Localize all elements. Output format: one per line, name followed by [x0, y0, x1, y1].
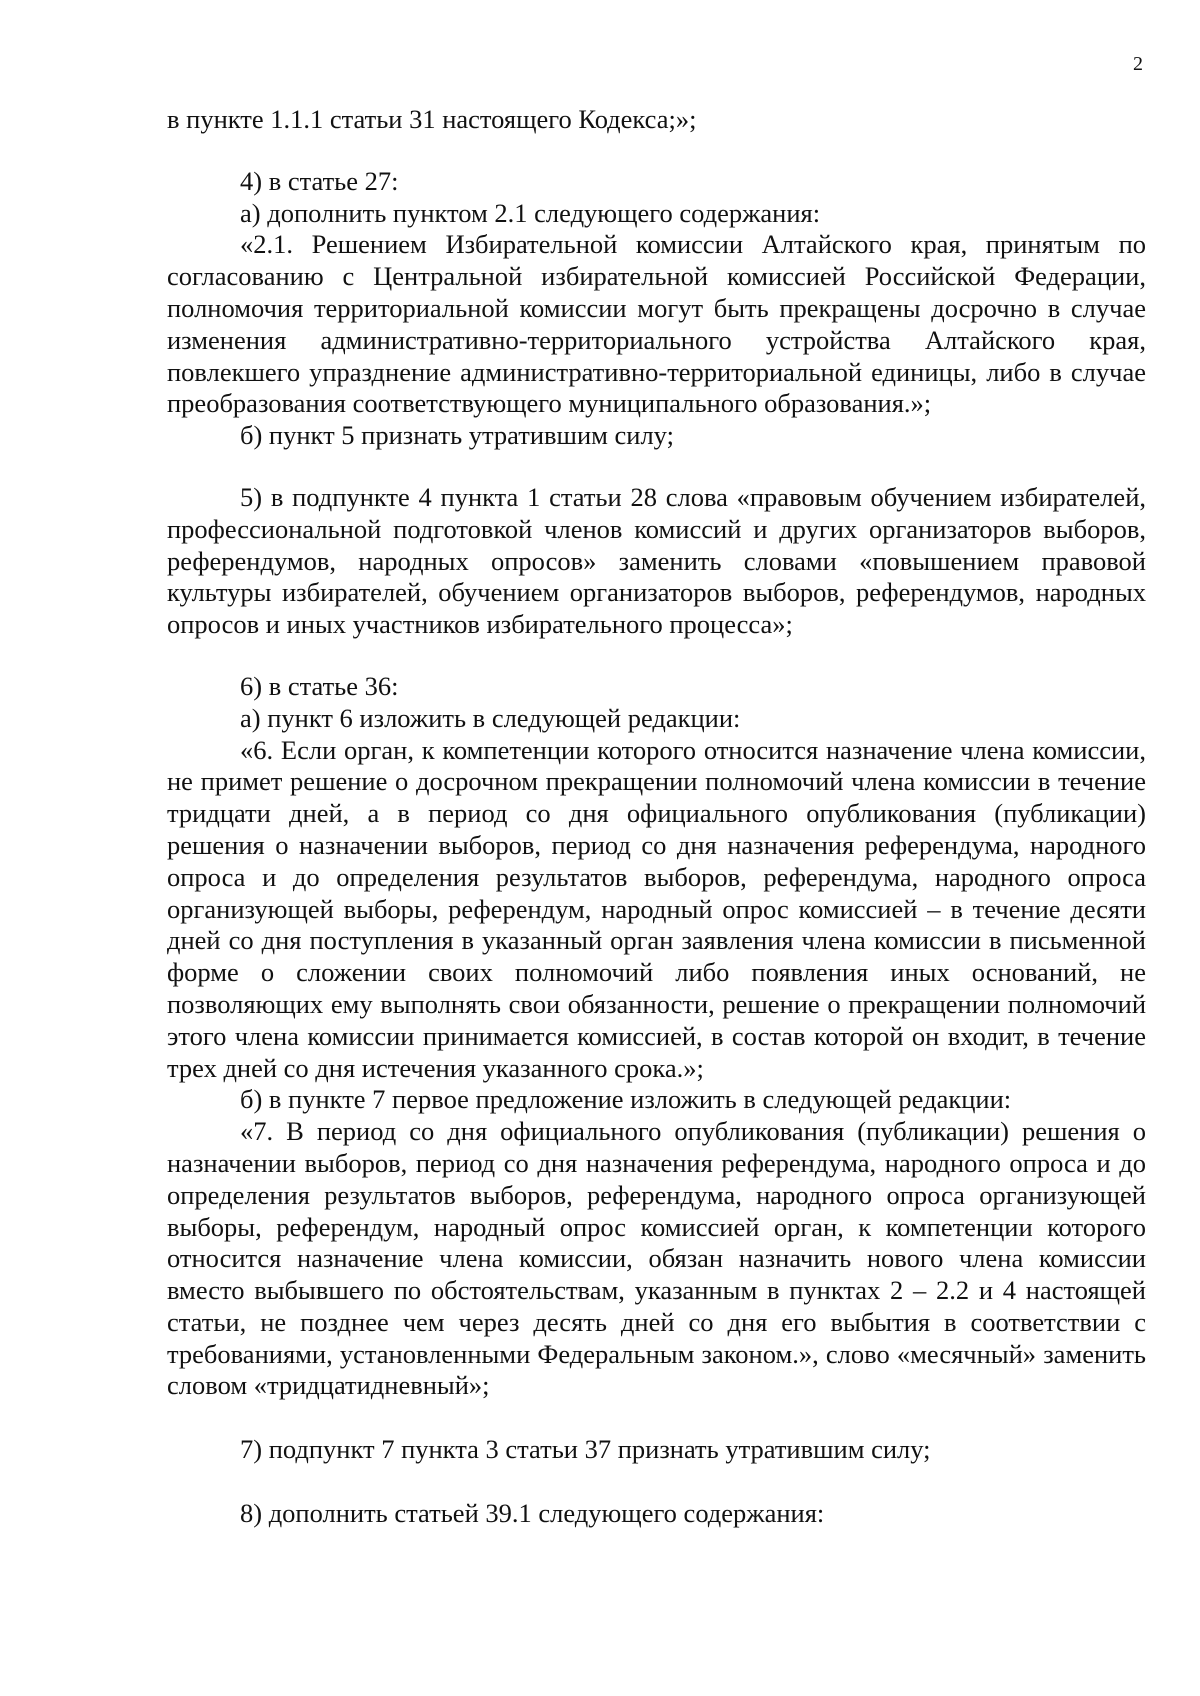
- paragraph-quote-7: «7. В период со дня официального опубликования (публикации) решения о назначении выборов, период со дня назначения референдума, народного опроса и до определения результатов выборов, референдума, народного опроса организующей выборы, референдум, народный опрос комиссией орган, к компетенции которого относится назначение члена комиссии, обязан назначить нового члена комиссии вместо выбывшего по обстоятельствам, указанным в пунктах 2 – 2.2 и 4 настоящей статьи, не позднее чем через десять дней со дня его выбытия в соответствии с требованиями, установленными Федеральным законом.», слово «месячный» заменить словом «тридцатидневный»;: [167, 1116, 1146, 1401]
- paragraph-item-8: 8) дополнить статьей 39.1 следующего содержания:: [240, 1498, 825, 1529]
- paragraph-item-6a: а) пункт 6 изложить в следующей редакции:: [240, 702, 741, 733]
- paragraph-item-5: 5) в подпункте 4 пункта 1 статьи 28 слова «правовым обучением избирателей, профессиональной подготовкой членов комиссий и других организаторов выборов, референдумов, народных опросов» заменить словами «повышением правовой культуры избирателей, обучением организаторов выборов, референдумов, народных опросов и иных участников избирательного процесса»;: [167, 481, 1146, 640]
- paragraph-item-6: 6) в статье 36:: [240, 670, 399, 701]
- paragraph-item-4b: б) пункт 5 признать утратившим силу;: [240, 420, 674, 451]
- paragraph-item-6b: б) в пункте 7 первое предложение изложить в следующей редакции:: [240, 1084, 1012, 1115]
- document-body: [167, 104, 1146, 1530]
- paragraph-quote-6: «6. Если орган, к компетенции которого относится назначение члена комиссии, не примет решение о досрочном прекращении полномочий члена комиссии в течение тридцати дней, а в период со дня официального опубликования (публикации) решения о назначении выборов, период со дня назначения референдума, народного опроса и до определения результатов выборов, референдума, народного опроса организующей выборы, референдум, народный опрос комиссией – в течение десяти дней со дня поступления в указанный орган заявления члена комиссии в письменной форме о сложении своих полномочий либо появления иных оснований, не позволяющих ему выполнять свои обязанности, решение о прекращении полномочий этого члена комиссии принимается комиссией, в состав которой он входит, в течение трех дней со дня истечения указанного срока.»;: [167, 734, 1146, 1083]
- paragraph-item-4a: а) дополнить пунктом 2.1 следующего содержания:: [240, 197, 821, 228]
- paragraph-item-4: 4) в статье 27:: [240, 165, 399, 196]
- page-number: 2: [1133, 53, 1143, 75]
- paragraph-continuation: в пункте 1.1.1 статьи 31 настоящего Кодекса;»;: [167, 104, 697, 134]
- paragraph-item-7: 7) подпункт 7 пункта 3 статьи 37 признать утратившим силу;: [240, 1434, 931, 1465]
- paragraph-quote-2-1: «2.1. Решением Избирательной комиссии Алтайского края, принятым по согласованию с Центральной избирательной комиссией Российской Федерации, полномочия территориальной комиссии могут быть прекращены досрочно в случае изменения административно-территориального устройства Алтайского края, повлекшего упразднение административно-территориальной единицы, либо в случае преобразования соответствующего муниципального образования.»;: [167, 229, 1146, 419]
